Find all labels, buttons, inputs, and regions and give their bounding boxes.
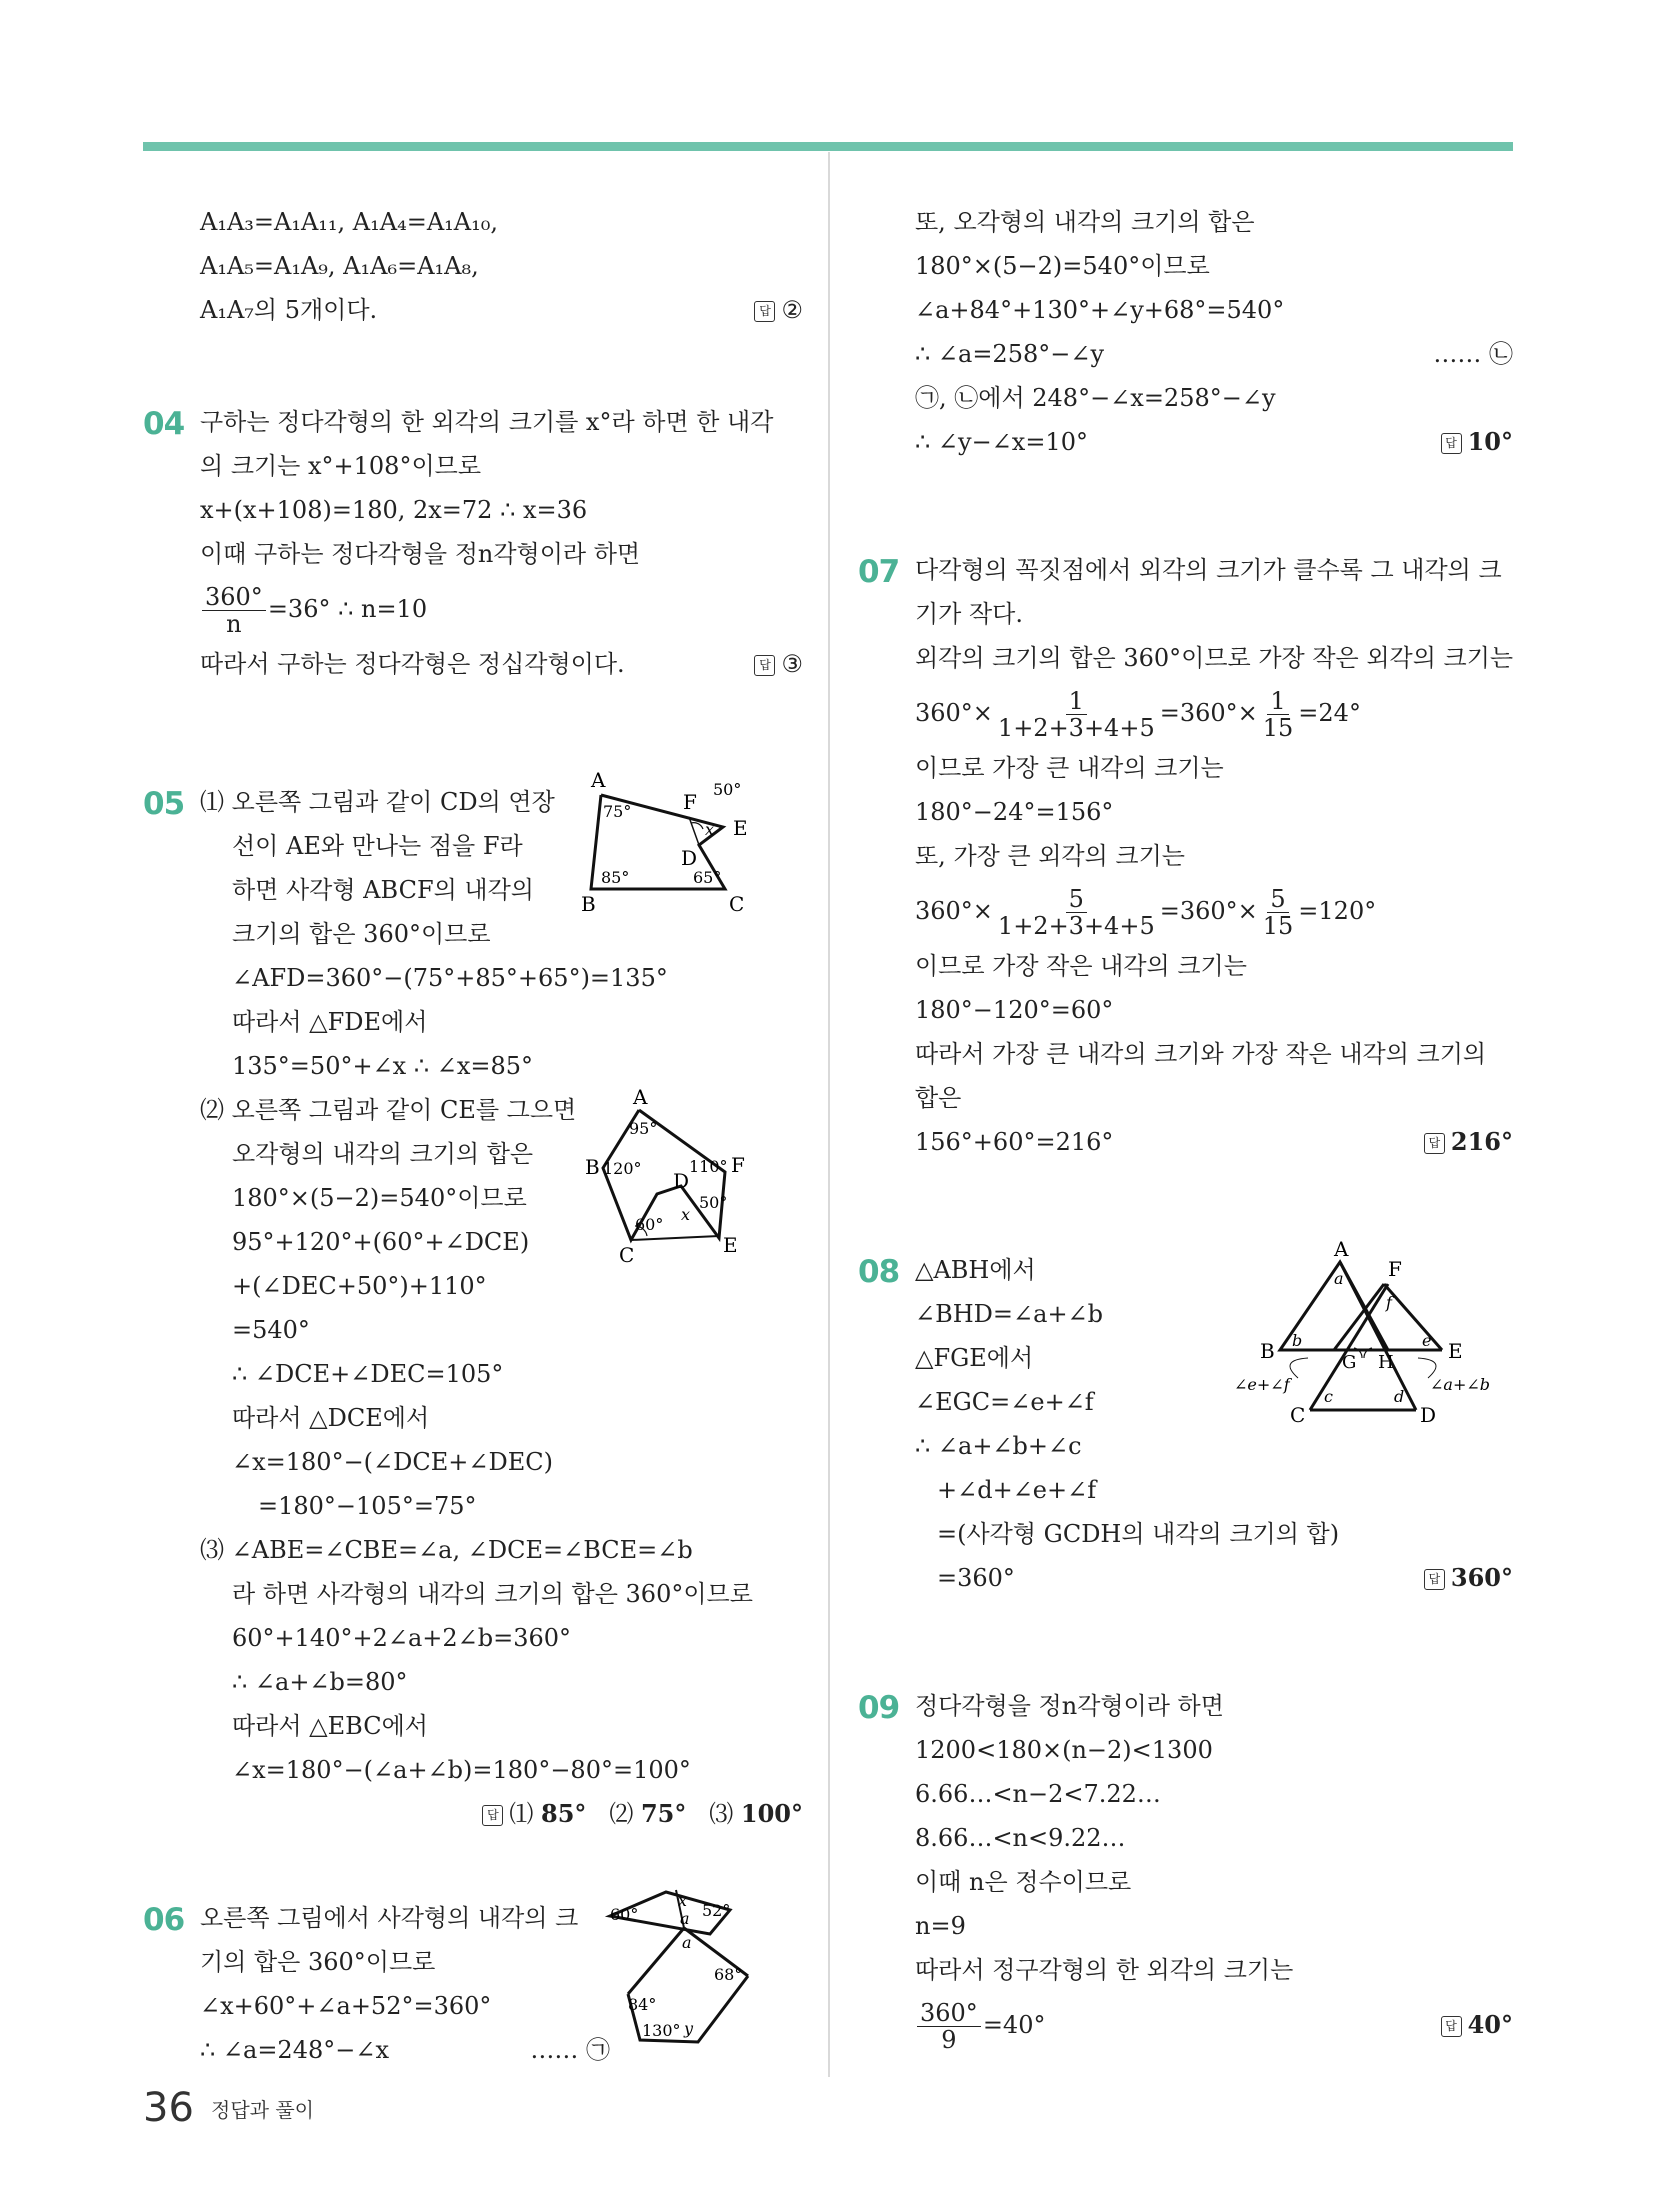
angle-label: 68° xyxy=(714,1965,743,1984)
angle-label: 84° xyxy=(628,1995,657,2014)
figure-08 xyxy=(1234,1237,1498,1440)
page-label: 정답과 풀이 xyxy=(211,2097,314,2122)
answer-line xyxy=(200,1792,803,1836)
text-line: =540° xyxy=(232,1316,310,1344)
fraction: $\frac{5}{15}$ xyxy=(1262,884,1294,940)
answer: 답 ⑴ 85° ⑵ 75° ⑶ 100° xyxy=(482,1792,803,1836)
text-line: =360° 답 360° xyxy=(915,1556,1513,1600)
text-line: 정다각형을 정n각형이라 하면 xyxy=(915,1692,1224,1720)
text-line: ⑶ ∠ABE=∠CBE=∠a, ∠DCE=∠BCE=∠b xyxy=(200,1536,693,1564)
text-line: 또, 오각형의 내각의 크기의 합은 xyxy=(915,208,1255,236)
vertex-label: D xyxy=(673,1169,690,1193)
answer: 답 10° xyxy=(1441,420,1513,464)
text-line: 8.66…<n<9.22… xyxy=(915,1824,1126,1852)
fraction: $\frac{1}{1+2+3+4+5}$ xyxy=(997,686,1155,742)
problem-number: 06 xyxy=(143,1902,185,1938)
text-line: ∠x=180°−(∠a+∠b)=180°−80°=100° xyxy=(232,1756,691,1784)
problem-09 xyxy=(858,1684,1513,2058)
text-line: ∴ ∠a+∠b+∠c xyxy=(915,1432,1082,1460)
problem-08 xyxy=(858,1237,1513,1600)
text-line: ∠AFD=360°−(75°+85°+65°)=135° xyxy=(232,964,668,992)
text-line: n=9 xyxy=(915,1912,966,1940)
text-line: A₁A₃=A₁A₁₁, A₁A₄=A₁A₁₀, xyxy=(200,208,498,236)
vertex-label: H xyxy=(1378,1352,1394,1373)
answer-icon: 답 xyxy=(1441,433,1462,454)
text-line: 라 하면 사각형의 내각의 크기의 합은 360°이므로 xyxy=(232,1580,753,1608)
text-line: 이므로 가장 작은 내각의 크기는 xyxy=(915,952,1247,980)
text-line: 180°−24°=156° xyxy=(915,798,1114,826)
text-line: 오각형의 내각의 크기의 합은 xyxy=(232,1140,534,1168)
fraction: $\frac{360^\circ}{n}$ xyxy=(202,584,266,638)
problem-06 xyxy=(143,1891,803,2072)
text-line: ⑵ 오른쪽 그림과 같이 CE를 그으면 xyxy=(200,1096,577,1124)
text-line: =(사각형 GCDH의 내각의 크기의 합) xyxy=(937,1520,1340,1548)
page-footer xyxy=(143,2085,314,2131)
column-divider xyxy=(828,152,830,2077)
angle-label: 85° xyxy=(601,868,630,887)
angle-label: 95° xyxy=(629,1119,658,1138)
text-line: 이때 구하는 정다각형을 정n각형이라 하면 xyxy=(200,540,641,568)
figure-05-1 xyxy=(583,765,763,925)
text-line: 60°+140°+2∠a+2∠b=360° xyxy=(232,1624,572,1652)
answer: 답 ③ xyxy=(754,642,803,686)
text-line: ∠x=180°−(∠DCE+∠DEC) xyxy=(232,1448,553,1476)
text-line: 135°=50°+∠x ∴ ∠x=85° xyxy=(232,1052,534,1080)
text-line: △ABH에서 xyxy=(915,1256,1036,1284)
answer: 답 216° xyxy=(1424,1120,1513,1164)
vertex-label: E xyxy=(733,816,748,840)
angle-label: 52° xyxy=(702,1901,731,1920)
angle-label: 50° xyxy=(713,780,742,799)
figure-05-2 xyxy=(585,1085,773,1300)
text-line: ∠BHD=∠a+∠b xyxy=(915,1300,1104,1328)
text-line: 선이 AE와 만나는 점을 F라 xyxy=(232,832,523,860)
text-line: 이므로 가장 큰 내각의 크기는 xyxy=(915,754,1224,782)
angle-label: a xyxy=(680,1909,690,1928)
text-line: ∠a+84°+130°+∠y+68°=540° xyxy=(915,296,1285,324)
right-column xyxy=(858,200,1513,2058)
vertex-label: D xyxy=(1420,1403,1437,1427)
angle-label: x xyxy=(681,1205,691,1224)
text-line: 따라서 가장 큰 내각의 크기와 가장 작은 내각의 크기의 xyxy=(915,1040,1487,1068)
text-line: 1200<180×(n−2)<1300 xyxy=(915,1736,1213,1764)
problem-number: 05 xyxy=(143,786,185,822)
text-line: 180°×(5−2)=540°이므로 xyxy=(915,252,1210,280)
text-line: ∴ ∠a=248°−∠x …… ㉠ xyxy=(200,2028,610,2072)
left-column xyxy=(143,200,803,2072)
header-bar xyxy=(143,142,1513,151)
text-line: 합은 xyxy=(915,1084,962,1112)
answer-icon: 답 xyxy=(1424,1133,1445,1154)
problem-07 xyxy=(858,548,1513,1164)
text-line: +∠d+∠e+∠f xyxy=(937,1476,1097,1504)
vertex-label: E xyxy=(723,1233,738,1257)
vertex-label: B xyxy=(1260,1339,1275,1363)
angle-label: 110° xyxy=(689,1157,728,1176)
vertex-label: A xyxy=(591,768,606,792)
text-line: ∴ ∠a+∠b=80° xyxy=(232,1668,408,1696)
problem-number: 09 xyxy=(858,1690,900,1726)
text-line: 외각의 크기의 합은 360°이므로 가장 작은 외각의 크기는 xyxy=(915,644,1514,672)
text-line: 다각형의 꼭짓점에서 외각의 크기가 클수록 그 내각의 크 xyxy=(915,556,1502,584)
text-line: ∠EGC=∠e+∠f xyxy=(915,1388,1094,1416)
angle-label: b xyxy=(1292,1331,1303,1350)
text-line: +(∠DEC+50°)+110° xyxy=(232,1272,487,1300)
text-line: 따라서 △FDE에서 xyxy=(232,1008,428,1036)
vertex-label: E xyxy=(1448,1339,1463,1363)
angle-label: f xyxy=(1386,1293,1392,1312)
fraction: $\frac{1}{15}$ xyxy=(1262,686,1294,742)
equation-mark: …… ㉠ xyxy=(530,2036,610,2064)
angle-label: ∠a+∠b xyxy=(1430,1375,1490,1394)
text-line: 의 크기는 x°+108°이므로 xyxy=(200,452,481,480)
problem-03-continued xyxy=(143,200,803,340)
text-line: 따라서 구하는 정다각형은 정십각형이다. 답 ③ xyxy=(200,642,803,686)
vertex-label: F xyxy=(683,790,697,814)
angle-label: 50° xyxy=(699,1193,728,1212)
angle-label: x xyxy=(678,1891,688,1910)
vertex-label: C xyxy=(729,892,745,916)
text-line: 오른쪽 그림에서 사각형의 내각의 크 xyxy=(200,1904,579,1932)
angle-label: d xyxy=(1394,1387,1405,1406)
text-line: △FGE에서 xyxy=(915,1344,1034,1372)
text-line: 95°+120°+(60°+∠DCE) xyxy=(232,1228,530,1256)
angle-label: 130° xyxy=(642,2021,681,2040)
problem-number: 04 xyxy=(143,406,185,442)
text-line: A₁A₅=A₁A₉, A₁A₆=A₁A₈, xyxy=(200,252,479,280)
vertex-label: G xyxy=(1342,1352,1357,1373)
angle-label: 60° xyxy=(610,1905,639,1924)
text-line: ∴ ∠y−∠x=10° 답 10° xyxy=(915,420,1513,464)
problem-04 xyxy=(143,400,803,730)
vertex-label: A xyxy=(633,1085,648,1109)
text-line: 구하는 정다각형의 한 외각의 크기를 x°라 하면 한 내각 xyxy=(200,408,774,436)
text-line: 따라서 △EBC에서 xyxy=(232,1712,428,1740)
text-line: 180°×(5−2)=540°이므로 xyxy=(232,1184,527,1212)
text-line: A₁A₇의 5개이다. 답 ② xyxy=(200,288,803,332)
text-line: 따라서 정구각형의 한 외각의 크기는 xyxy=(915,1956,1294,1984)
text-line: 크기의 합은 360°이므로 xyxy=(232,920,491,948)
vertex-label: D xyxy=(681,846,698,870)
fraction: $\frac{360^\circ}{9}$ xyxy=(917,2000,981,2054)
fraction-line: $\frac{360^\circ}{n}$ =36° ∴ n=10 xyxy=(200,576,803,642)
angle-label: c xyxy=(1324,1387,1333,1406)
problem-06-continued xyxy=(858,200,1513,464)
vertex-label: C xyxy=(1290,1403,1306,1427)
fraction-line: $\frac{360^\circ}{9}$ =40° 답 40° xyxy=(915,1992,1513,2058)
text-line: 156°+60°=216° 답 216° xyxy=(915,1120,1513,1164)
equation-mark: …… ㉡ xyxy=(1433,340,1513,368)
angle-label: e xyxy=(1422,1331,1432,1350)
angle-label: 60° xyxy=(635,1215,664,1234)
text-line: ∴ ∠DCE+∠DEC=105° xyxy=(232,1360,504,1388)
problem-05 xyxy=(143,768,803,1836)
angle-label: y xyxy=(684,2019,694,2038)
fraction: $\frac{5}{1+2+3+4+5}$ xyxy=(997,884,1155,940)
text-line: ∴ ∠a=258°−∠y …… ㉡ xyxy=(915,332,1513,376)
vertex-label: C xyxy=(619,1243,635,1267)
answer: 답 ② xyxy=(754,288,803,332)
angle-label: a xyxy=(682,1933,692,1952)
equation-line: 360°× $\frac{5}{1+2+3+4+5}$ =360°× $\frac{5}{15}$ =120° xyxy=(915,884,1377,940)
answer: 답 40° xyxy=(1441,1992,1513,2058)
text-line: 하면 사각형 ABCF의 내각의 xyxy=(232,876,534,904)
problem-number: 08 xyxy=(858,1254,900,1290)
text-line: 따라서 △DCE에서 xyxy=(232,1404,430,1432)
text-line: 기의 합은 360°이므로 xyxy=(200,1948,436,1976)
answer-icon: 답 xyxy=(754,655,775,676)
angle-label: a xyxy=(1334,1269,1344,1288)
angle-label: 65° xyxy=(693,868,722,887)
equation-line: 360°× $\frac{1}{1+2+3+4+5}$ =360°× $\frac{1}{15}$ =24° xyxy=(915,686,1361,742)
angle-label: 75° xyxy=(603,802,632,821)
text-line: 또, 가장 큰 외각의 크기는 xyxy=(915,842,1185,870)
answer-icon: 답 xyxy=(754,301,775,322)
answer-icon: 답 xyxy=(1441,2016,1462,2037)
text-line: 기가 작다. xyxy=(915,600,1023,628)
text-line: 이때 n은 정수이므로 xyxy=(915,1868,1132,1896)
answer-icon: 답 xyxy=(482,1805,503,1826)
text-line: x+(x+108)=180, 2x=72 ∴ x=36 xyxy=(200,496,588,524)
vertex-label: B xyxy=(585,1155,600,1179)
figure-06 xyxy=(598,1884,778,2074)
answer-icon: 답 xyxy=(1424,1569,1445,1590)
page-number: 36 xyxy=(143,2085,194,2131)
vertex-label: A xyxy=(1334,1237,1349,1261)
text-line: 180°−120°=60° xyxy=(915,996,1114,1024)
text-line: ㉠, ㉡에서 248°−∠x=258°−∠y xyxy=(915,384,1276,412)
vertex-label: F xyxy=(731,1153,745,1177)
vertex-label: F xyxy=(1388,1257,1402,1281)
text-line: ⑴ 오른쪽 그림과 같이 CD의 연장 xyxy=(200,788,555,816)
text-line: ∠x+60°+∠a+52°=360° xyxy=(200,1992,492,2020)
text-line: 6.66…<n−2<7.22… xyxy=(915,1780,1161,1808)
angle-label: 120° xyxy=(603,1159,642,1178)
answer: 답 360° xyxy=(1424,1556,1513,1600)
angle-label: ∠e+∠f xyxy=(1234,1375,1290,1394)
vertex-label: B xyxy=(581,892,596,916)
text-line: =180°−105°=75° xyxy=(258,1492,477,1520)
problem-number: 07 xyxy=(858,554,900,590)
angle-label: x xyxy=(705,820,715,839)
